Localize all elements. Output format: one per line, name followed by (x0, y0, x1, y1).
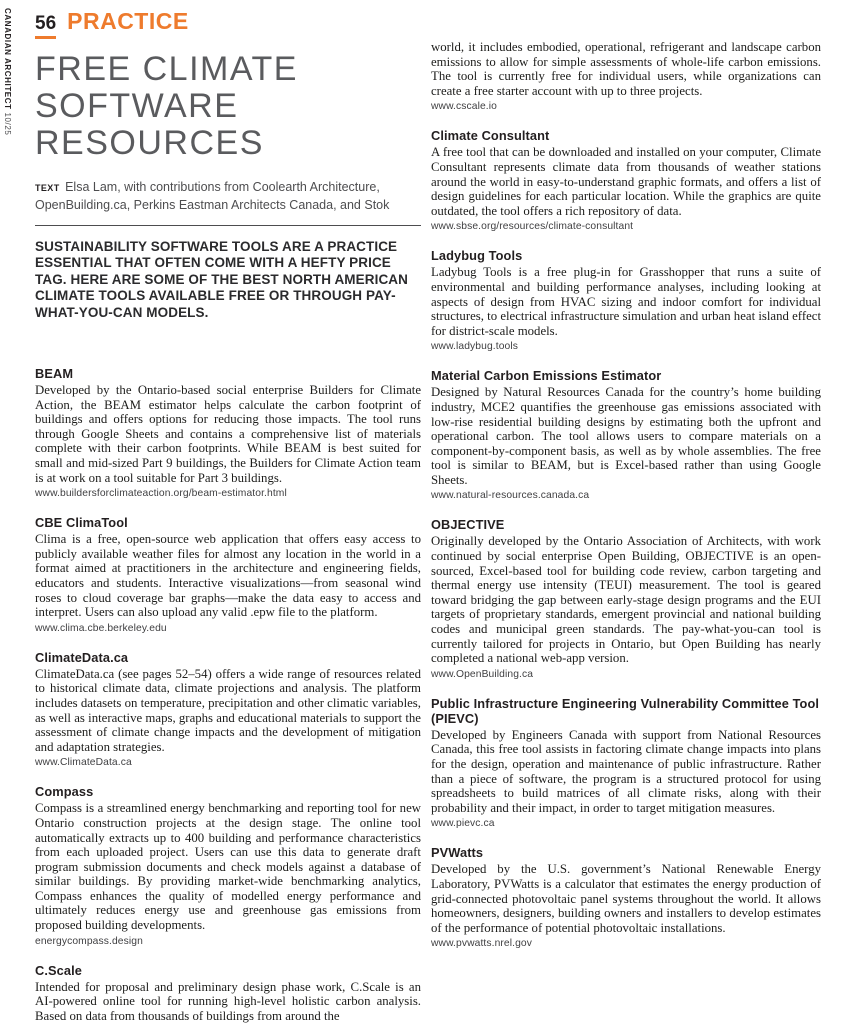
tool-section-climate-consultant (431, 128, 821, 233)
byline-label: TEXT (35, 183, 60, 193)
left-column (35, 10, 421, 1024)
tool-description: world, it includes embodied, operational, refrigerant and landscape carbon emissions to allow for simple assessments of whole-life carbon emissions. The tool is currently free for individual users, while organizations can create a free starter account with up to three projects. (431, 40, 821, 98)
tool-url: energycompass.design (35, 935, 143, 947)
tool-description: Developed by the U.S. government’s National Renewable Energy Laboratory, PVWatts is a calculator that estimates the energy production of grid-connected photovoltaic panel systems throughout the world. It allows homeowners, designers, building owners and installers to develop estimates of the performance of potential photovoltaic installations. (431, 862, 821, 935)
tool-name: CBE ClimaTool (35, 515, 128, 531)
magazine-name: CANADIAN ARCHITECT (3, 8, 12, 110)
tool-url: www.ladybug.tools (431, 341, 518, 353)
tool-section-compass (35, 784, 421, 947)
tool-section-objective (431, 517, 821, 680)
tool-name: BEAM (35, 366, 74, 382)
tool-name: Climate Consultant (431, 128, 550, 144)
tool-section-ladybug-tools (431, 248, 821, 353)
tool-section-cscale (35, 963, 421, 1024)
tool-url: www.sbse.org/resources/climate-consultant (431, 221, 634, 233)
section-header (35, 10, 421, 39)
tool-url: www.buildersforclimateaction.org/beam-estimator.html (35, 488, 287, 500)
tool-name: Public Infrastructure Engineering Vulnerability Committee Tool (PIEVC) (431, 695, 820, 726)
tool-name: ClimateData.ca (35, 649, 129, 665)
tool-section-pvwatts (431, 845, 821, 950)
byline-divider (35, 225, 421, 226)
tool-description: Originally developed by the Ontario Association of Architects, with work continued by social enterprise Open Building, OBJECTIVE is an open-sourced, Excel-based tool for building code review, carbon targeting and thermal energy use intensity (TEUI) measurement. The tool is geared toward bridging the gap between early-stage design programs and the EUI targets of proprietary standards, emergent provincial and national building codes and municipal green standards. The pay-what-you-can tool is currently tailored for projects in Ontario, but Open Building has nearly completed a national web-app version. (431, 534, 821, 666)
tool-name: C.Scale (35, 962, 82, 978)
tool-description: Intended for proposal and preliminary design phase work, C.Scale is an AI-powered online tool for running high-level holistic carbon analysis. Based on data from thousands of buildings from around the (35, 979, 421, 1023)
tool-description: Designed by Natural Resources Canada for the country’s home building industry, MCE2 quantifies the greenhouse gas emissions associated with low-rise residential building designs by estimating both the upfront and operational carbon. The tool allows users to compare materials on a component-by-component basis, as well as by whole assemblies. The free tool is similar to BEAM, but is Excel-based rather than using Google Sheets. (431, 385, 821, 487)
tool-description: Compass is a streamlined energy benchmarking and reporting tool for new Ontario construction projects at the design stage. The online tool automatically extracts up to 400 building and performance characteristics from each uploaded project. Users can use this data to generate draft program submission documents and check models against a database of similar buildings. By providing market-wide benchmarking analytics, Compass enhances the quality of modelled energy performance and ultimately reduces energy use and greenhouse gas emissions from proposed building developments. (35, 801, 421, 933)
tool-url: www.OpenBuilding.ca (431, 668, 534, 680)
article-title (35, 51, 421, 162)
tool-url: www.pvwatts.nrel.gov (431, 938, 533, 950)
tool-description: Ladybug Tools is a free plug-in for Grasshopper that runs a suite of environmental and building performance analyses, including looking at aspects of design from HVAC sizing and indoor comfort for individual structures, to electrical infrastructure simulation and urban heat island effect for district-scale models. (431, 265, 821, 338)
tool-section-beam (35, 366, 421, 500)
article-intro: SUSTAINABILITY SOFTWARE TOOLS ARE A PRACTICE ESSENTIAL THAT OFTEN COME WITH A HEFTY PRICE TAG. HERE ARE SOME OF THE BEST NORTH AMERICAN CLIMATE TOOLS AVAILABLE FREE OR THROUGH PAY-WHAT-YOU-CAN MODELS. (35, 239, 409, 320)
tool-url: www.ClimateData.ca (35, 757, 132, 769)
tool-name: PVWatts (431, 845, 484, 861)
tool-url: www.cscale.io (431, 101, 497, 113)
magazine-spine-text (3, 8, 12, 135)
tool-description: A free tool that can be downloaded and installed on your computer, Climate Consultant represents climate data from thousands of weather stations around the world in easy-to-understand graphic formats, and offers a list of design guidelines for each particular location. While the graphics are quite outdated, the tool offers a rich repository of data. (431, 145, 821, 218)
right-column (431, 40, 821, 965)
byline-authors: Elsa Lam, with contributions from Coolearth Architecture, OpenBuilding.ca, Perkins Eastman Architects Canada, and Stok (35, 180, 390, 212)
tool-description: Clima is a free, open-source web application that offers easy access to publicly available weather files for almost any location in the world in a format aimed at practitioners in the architecture and engineering fields, educators and students. Interactive visualizations—from seasonal wind roses to cloud coverage bar graphs—make the data easy to access and interpret. Users can also upload any valid .epw file to the platform. (35, 532, 421, 620)
tool-description: ClimateData.ca (see pages 52–54) offers a wide range of resources related to historical climate data, climate projections and analysis. The platform includes datasets on temperature, precipitation and other climatic variables, as well as interactive maps, graphs and educational materials to support the assessment of climate change impacts and the development of mitigation and adaptation strategies. (35, 666, 421, 754)
section-label: PRACTICE (67, 8, 189, 34)
tool-name: Compass (35, 784, 94, 800)
page-number: 56 (35, 14, 56, 39)
tool-description: Developed by Engineers Canada with support from National Resources Canada, this free tool assists in factoring climate change impacts into plans for the design, operation and maintenance of public infrastructure. Rather than a piece of software, the program is a structured protocol for using spreadsheets to build matrices of all climate risks, along with their probability and their impact, in order to target mitigation measures. (431, 727, 821, 815)
tool-section-cbe-climatool (35, 515, 421, 635)
tool-name: Material Carbon Emissions Estimator (431, 368, 662, 384)
tool-url: www.natural-resources.canada.ca (431, 490, 590, 502)
tool-url: www.pievc.ca (431, 818, 495, 830)
tool-section-climatedata (35, 650, 421, 770)
tool-name: Ladybug Tools (431, 248, 523, 264)
tool-section-cscale-continued (431, 40, 821, 113)
article-title-line1: FREE CLIMATE (35, 50, 298, 88)
article-title-line2: SOFTWARE RESOURCES (35, 87, 264, 162)
tool-url: www.clima.cbe.berkeley.edu (35, 622, 167, 634)
magazine-issue: 10/25 (3, 112, 12, 136)
tool-section-mce2 (431, 368, 821, 502)
tool-section-pievc (431, 696, 821, 831)
byline (35, 179, 421, 214)
tool-name: OBJECTIVE (431, 517, 505, 533)
tool-description: Developed by the Ontario-based social enterprise Builders for Climate Action, the BEAM estimator helps calculate the carbon footprint of buildings and offers options for reducing those impacts. The tool runs through Google Sheets and contains a comprehensive list of materials complete with their carbon footprints. While BEAM is best suited for small and mid-sized Part 9 buildings, the Builders for Climate Action team is at work on a tool suitable for Part 3 buildings. (35, 383, 421, 485)
